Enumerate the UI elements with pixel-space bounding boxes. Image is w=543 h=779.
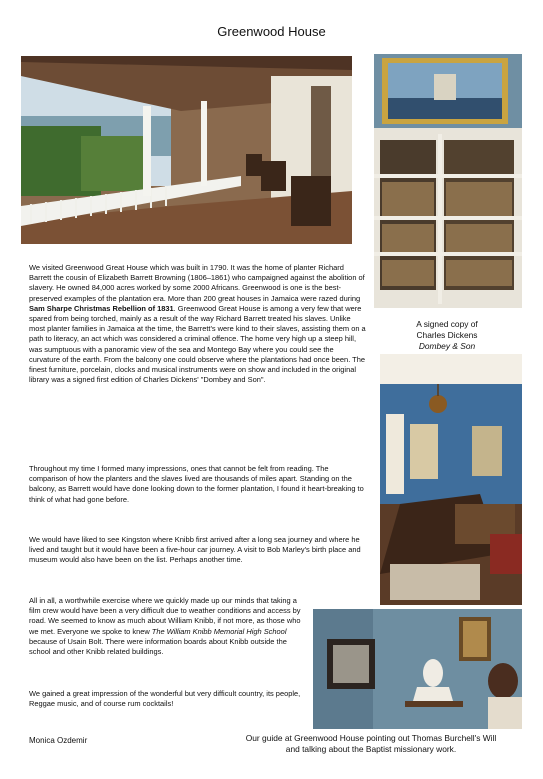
- paragraph-closing: We gained a great impression of the wonderful but very difficult country, its people, Reggae music, and of course rum cocktails!: [29, 689, 301, 709]
- dining-room-photo: [380, 354, 522, 605]
- paragraph-text: . Greenwood Great House is among a very few that were spared from being torched, mainly as a result of the way Richard Barrett treated his slaves. Unlike most planter families in Jamaica at the time, the Barrett's were kind to their slaves, assisting them on a path to literacy, an act which was considered a criminal offence. The home very high up a steep hill, was sumptuous with a panoramic view of the sea and Montego Bay where you could see the curvature of the earth. From the balcony one could observe where the plantations had once been. The finest furniture, porcelain, clocks and musical instruments were on show and included in the original library was a signed first edition of Charles Dickens' "Dombey and Son".: [29, 303, 366, 385]
- author-name: Monica Ozdemir: [29, 736, 88, 745]
- paragraph-history: [29, 263, 366, 385]
- bookcase-photo: [374, 54, 522, 308]
- guide-photo: [313, 609, 522, 729]
- bookcase-caption: [384, 319, 510, 352]
- caption-line: and talking about the Baptist missionary work.: [285, 744, 457, 754]
- paragraph-impressions: Throughout my time I formed many impressions, ones that cannot be felt from reading. The comparison of how the planters and the slaves lived are thousands of miles apart. Standing on the balcony, as Barrett would have done looking down to the former plantation, I found it heart-breaking to think of what had gone before.: [29, 464, 364, 504]
- caption-line: Our guide at Greenwood House pointing out Thomas Burchell's Will: [245, 733, 497, 743]
- guide-caption: [213, 733, 529, 755]
- paragraph-text: because of Usain Bolt. There were information boards about Knibb outside the school and other Knibb related buildings.: [29, 636, 287, 657]
- page-title: Greenwood House: [217, 24, 326, 39]
- caption-book-title: Dombey & Son: [418, 341, 476, 351]
- caption-line: Charles Dickens: [416, 330, 478, 340]
- veranda-photo: [21, 56, 352, 244]
- rebellion-emphasis: Sam Sharpe Christmas Rebellion of 1831: [29, 303, 174, 313]
- paragraph-conclusion: [29, 596, 301, 657]
- paragraph-kingston: We would have liked to see Kingston where Knibb first arrived after a long sea journey and where he lived and taught but it would have been a five-hour car journey. A visit to Bob Marley's birth place and museum would also have been on the list. Perhaps another time.: [29, 535, 361, 565]
- paragraph-text: All in all, a worthwhile exercise where we quickly made up our minds that taking a film crew would have been a very difficult due to weather conditions and access by road. We seemed to know as much about William Knibb, if not more, as those who we met. Everyone we spoke to knew: [29, 596, 301, 636]
- school-name: The William Knibb Memorial High School: [151, 626, 287, 636]
- caption-line: A signed copy of: [416, 319, 478, 329]
- paragraph-text: We visited Greenwood Great House which was built in 1790. It was the home of planter Richard Barrett the cousin of Elizabeth Barrett Browning (1806–1861) who campaigned against the abolition of slavery. He owned 84,000 acres worked by some 2000 Africans. Greenwood is one is the best-preserved examples of the plantation era. More than 200 great houses in Jamaica were razed during: [29, 263, 365, 303]
